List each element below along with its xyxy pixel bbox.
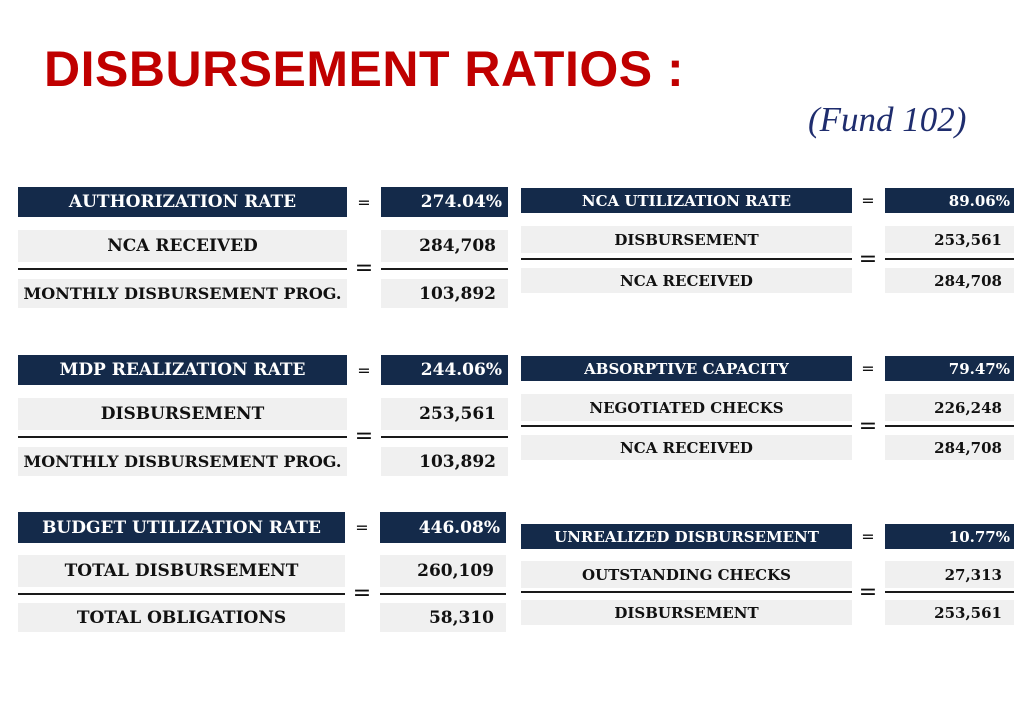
numerator-value: 226,248 [885,394,1014,421]
denominator-label: MONTHLY DISBURSEMENT PROG. [18,279,347,308]
fraction-line [885,425,1014,427]
fraction-line [18,436,347,438]
ratio-label: BUDGET UTILIZATION RATE [18,512,345,543]
fraction-line [521,258,852,260]
fraction-line [381,268,508,270]
fraction-line [521,591,852,593]
fraction-line [885,591,1014,593]
numerator-label: OUTSTANDING CHECKS [521,561,852,588]
ratio-value: 274.04% [381,187,508,217]
ratio-value: 446.08% [380,512,506,543]
equals-sign: = [861,191,875,210]
numerator-label: NCA RECEIVED [18,230,347,262]
page-subtitle: (Fund 102) [808,100,967,139]
equals-sign: = [858,414,878,439]
ratio-value: 89.06% [885,188,1014,213]
denominator-value: 103,892 [381,279,508,308]
fraction-line [885,258,1014,260]
numerator-value: 284,708 [381,230,508,262]
numerator-value: 253,561 [381,398,508,430]
equals-sign: = [357,361,371,380]
equals-sign: = [354,256,374,281]
numerator-label: NEGOTIATED CHECKS [521,394,852,421]
ratio-label: ABSORPTIVE CAPACITY [521,356,852,381]
equals-sign: = [352,581,372,606]
numerator-label: TOTAL DISBURSEMENT [18,555,345,587]
numerator-value: 253,561 [885,226,1014,253]
denominator-label: MONTHLY DISBURSEMENT PROG. [18,447,347,476]
denominator-value: 284,708 [885,268,1014,293]
equals-sign: = [355,518,369,537]
ratio-label: MDP REALIZATION RATE [18,355,347,385]
denominator-label: DISBURSEMENT [521,600,852,625]
fraction-line [381,436,508,438]
fraction-line [18,593,345,595]
denominator-label: NCA RECEIVED [521,268,852,293]
ratio-label: AUTHORIZATION RATE [18,187,347,217]
denominator-label: NCA RECEIVED [521,435,852,460]
numerator-value: 260,109 [380,555,506,587]
numerator-label: DISBURSEMENT [18,398,347,430]
fraction-line [18,268,347,270]
denominator-value: 284,708 [885,435,1014,460]
ratio-label: NCA UTILIZATION RATE [521,188,852,213]
equals-sign: = [858,247,878,272]
denominator-value: 253,561 [885,600,1014,625]
equals-sign: = [858,580,878,605]
ratio-label: UNREALIZED DISBURSEMENT [521,524,852,549]
numerator-label: DISBURSEMENT [521,226,852,253]
page-title: DISBURSEMENT RATIOS : [44,41,685,97]
equals-sign: = [357,193,371,212]
denominator-value: 58,310 [380,603,506,632]
ratio-value: 10.77% [885,524,1014,549]
fraction-line [380,593,506,595]
equals-sign: = [861,527,875,546]
denominator-value: 103,892 [381,447,508,476]
ratio-value: 79.47% [885,356,1014,381]
numerator-value: 27,313 [885,561,1014,588]
equals-sign: = [354,424,374,449]
equals-sign: = [861,359,875,378]
denominator-label: TOTAL OBLIGATIONS [18,603,345,632]
ratio-value: 244.06% [381,355,508,385]
fraction-line [521,425,852,427]
